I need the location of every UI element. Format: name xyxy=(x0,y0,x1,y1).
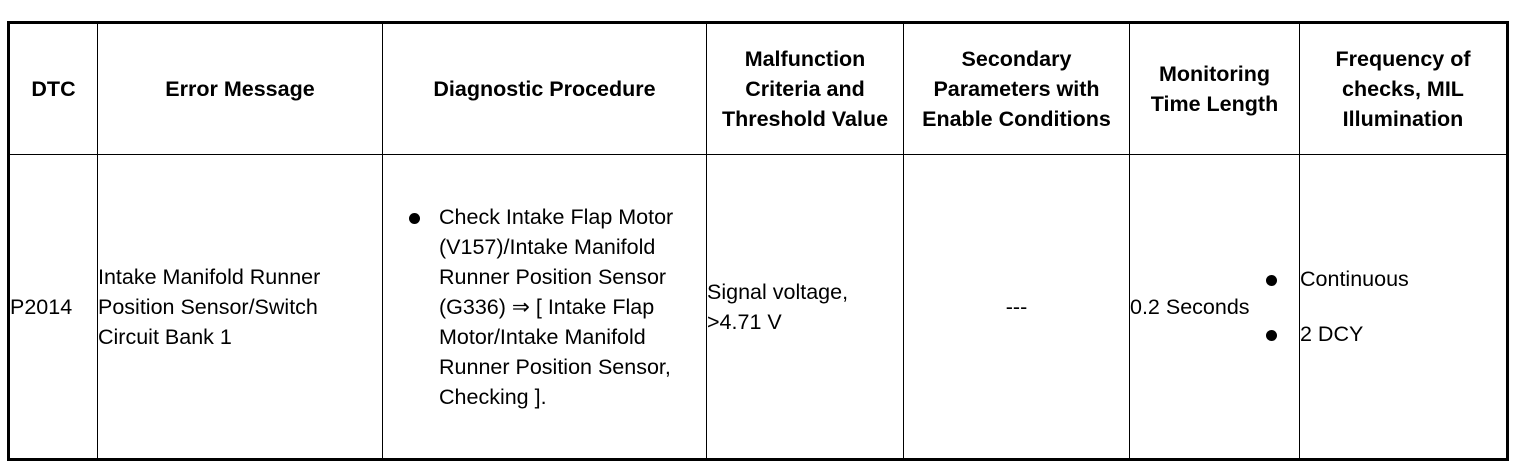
table-row xyxy=(9,155,1508,460)
procedure-text: Check Intake Flap Motor (V157)/Intake Manifold Runner Position Sensor (G336) ⇒ [ Intake Flap Motor/Intake Manifold Runner Position Sensor, Checking ]. xyxy=(439,204,674,409)
bullet-icon xyxy=(1266,275,1277,286)
cell-frequency xyxy=(1300,155,1508,460)
header-secondary-parameters: Secondary Parameters with Enable Conditions xyxy=(904,23,1130,155)
frequency-list xyxy=(1300,264,1506,349)
bullet-icon xyxy=(1266,330,1277,341)
dtc-table xyxy=(7,21,1509,461)
cell-secondary-parameters: --- xyxy=(904,155,1130,460)
cell-dtc-code: P2014 xyxy=(9,155,98,460)
header-malfunction-criteria: Malfunction Criteria and Threshold Value xyxy=(707,23,904,155)
header-row xyxy=(9,23,1508,155)
bullet-icon xyxy=(409,213,420,224)
frequency-text: Continuous xyxy=(1300,267,1409,291)
header-error-message: Error Message xyxy=(98,23,383,155)
procedure-list xyxy=(383,202,706,412)
cell-monitoring-time: 0.2 Seconds xyxy=(1130,155,1300,460)
header-dtc: DTC xyxy=(9,23,98,155)
cell-diagnostic-procedure xyxy=(383,155,707,460)
header-monitoring-time: Monitoring Time Length xyxy=(1130,23,1300,155)
cell-error-message: Intake Manifold Runner Position Sensor/Switch Circuit Bank 1 xyxy=(98,155,383,460)
frequency-item xyxy=(1300,264,1506,294)
frequency-item xyxy=(1300,319,1506,349)
procedure-item xyxy=(383,202,706,412)
cell-malfunction-criteria: Signal voltage, >4.71 V xyxy=(707,155,904,460)
header-frequency: Frequency of checks, MIL Illumination xyxy=(1300,23,1508,155)
frequency-text: 2 DCY xyxy=(1300,322,1364,346)
header-diagnostic-procedure: Diagnostic Procedure xyxy=(383,23,707,155)
